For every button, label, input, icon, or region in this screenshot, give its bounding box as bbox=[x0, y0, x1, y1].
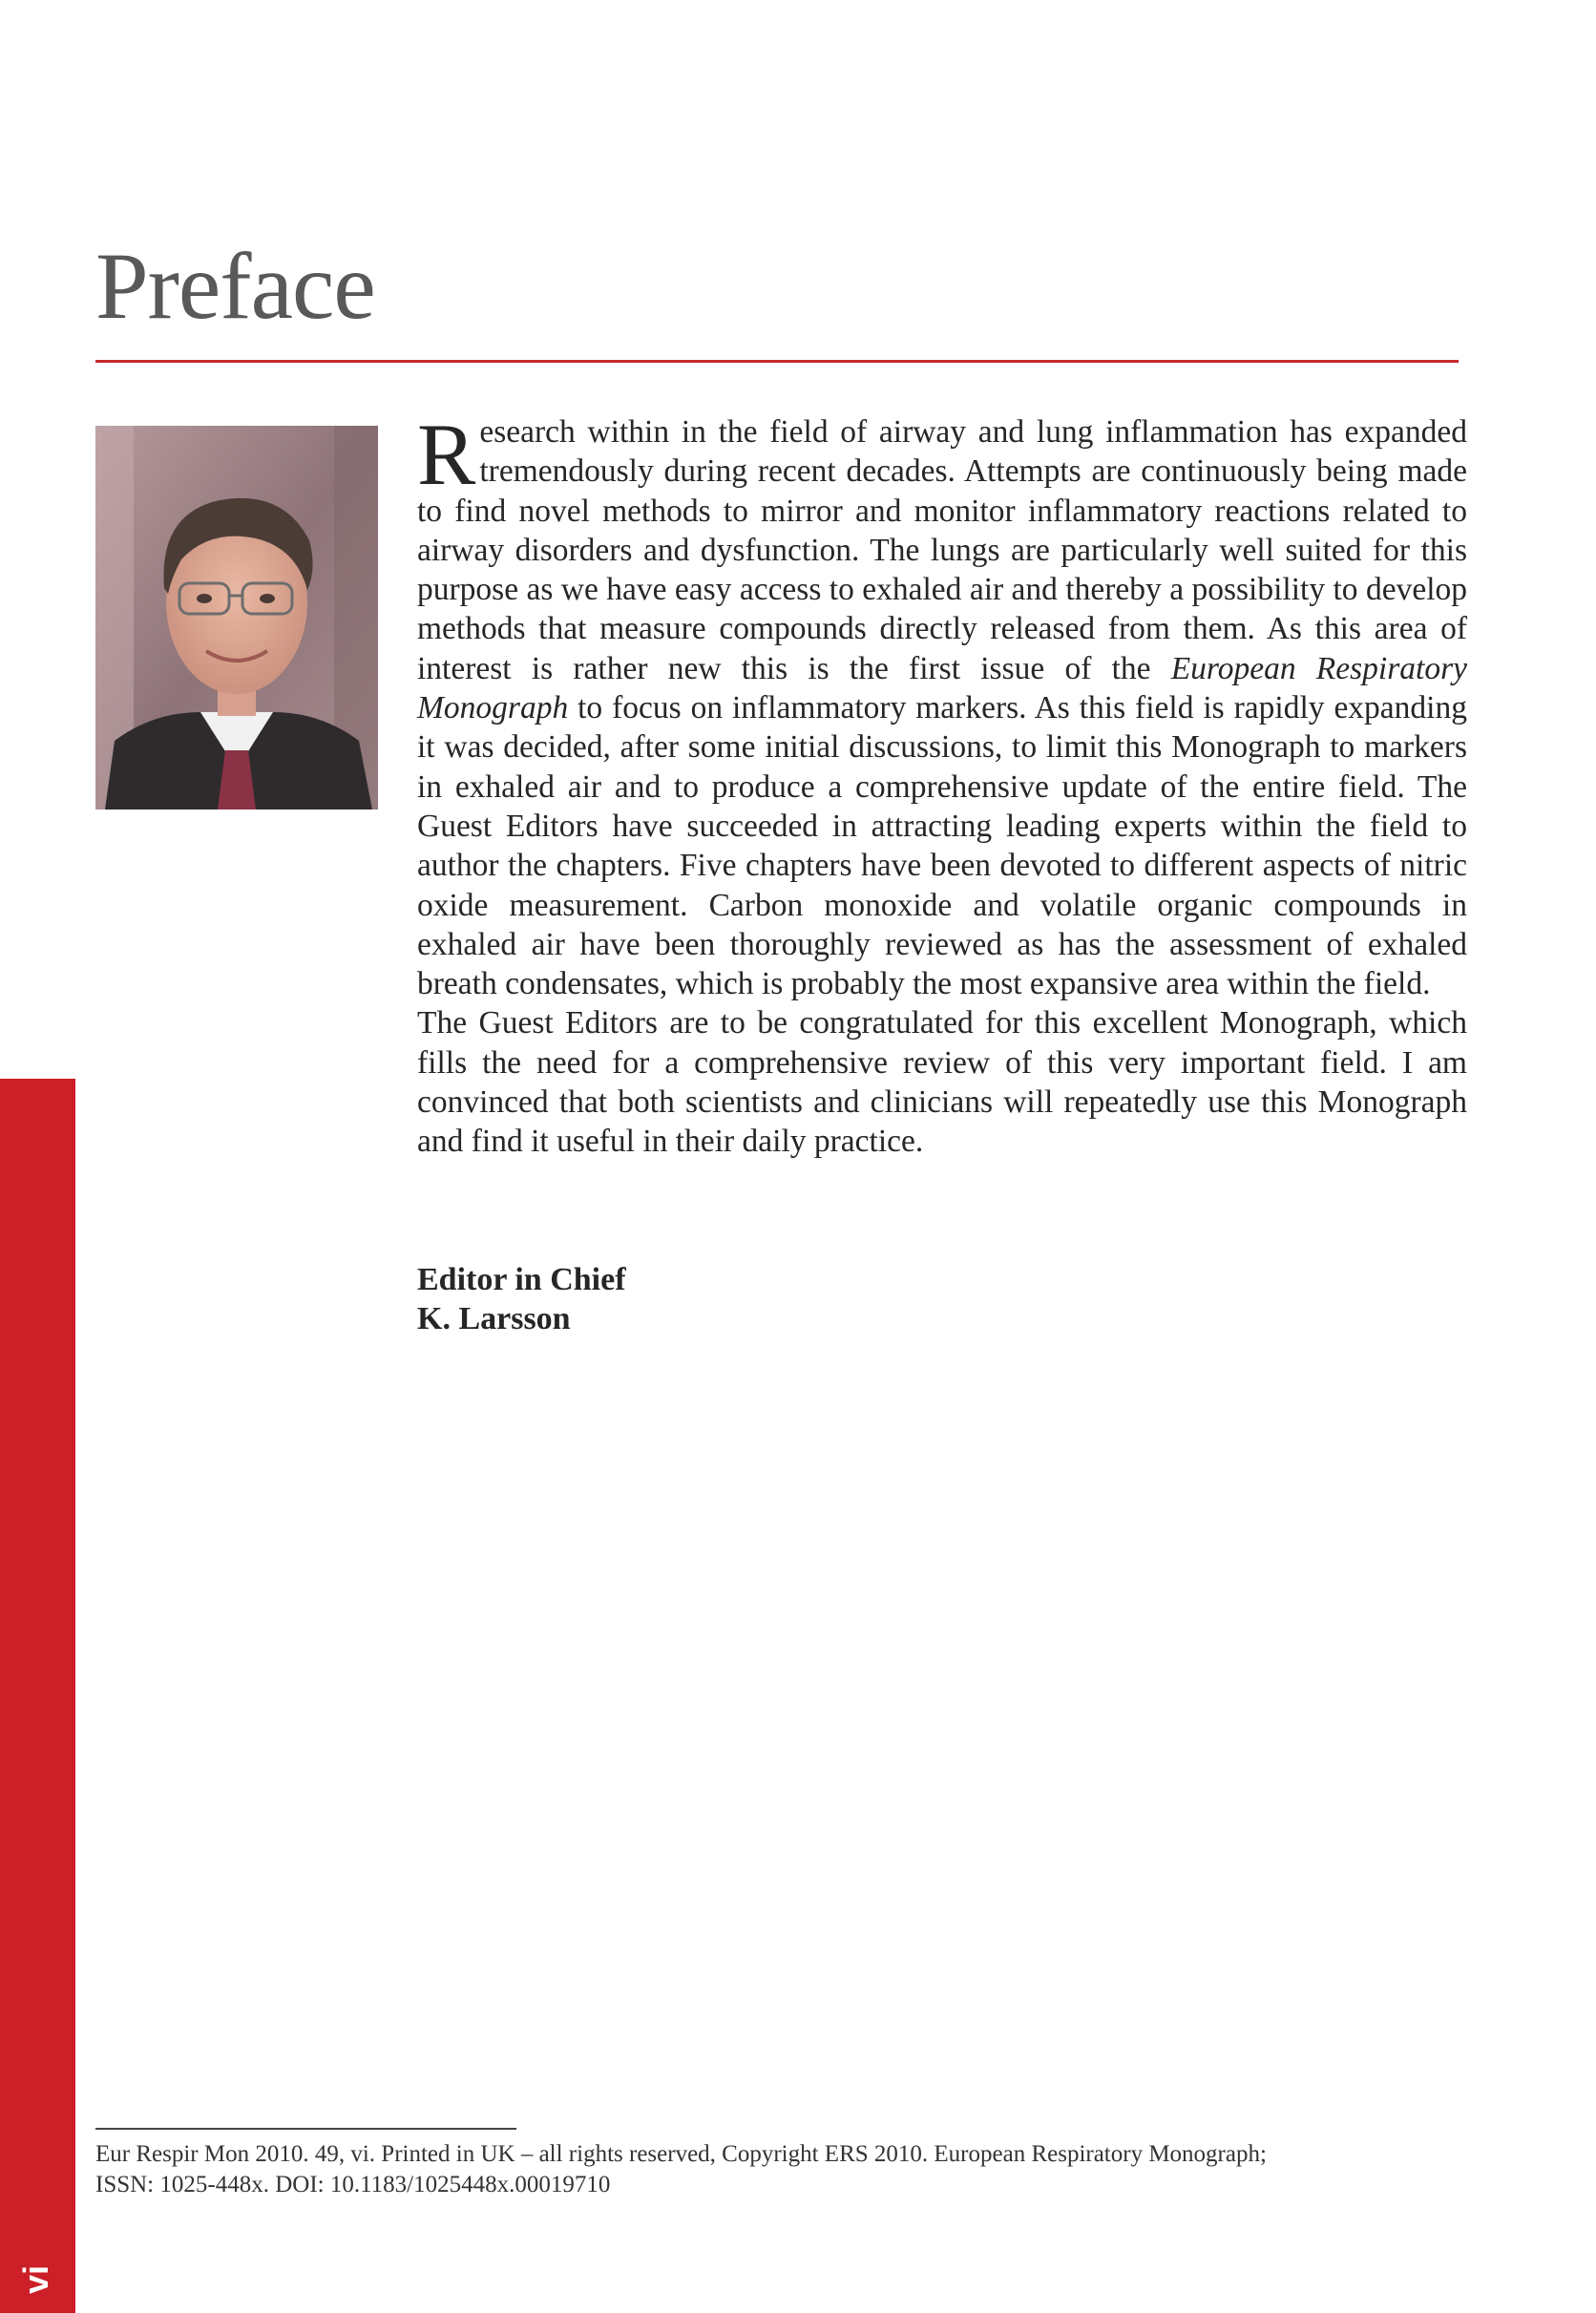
monograph-title-italic: European Respiratory Monograph bbox=[417, 650, 1467, 726]
page-title: Preface bbox=[95, 233, 375, 339]
signature-role: Editor in Chief bbox=[417, 1262, 626, 1297]
drop-cap: R bbox=[417, 406, 476, 503]
footnote-line-2: ISSN: 1025-448x. DOI: 10.1183/1025448x.00019710 bbox=[95, 2172, 611, 2197]
paragraph-2: The Guest Editors are to be congratulated for this excellent Monograph, which fills the need for a comprehensive review of this very important field. I am convinced that both scientists and clinicians will repeatedly use this Monograph and find it useful in their daily practice. bbox=[417, 1005, 1467, 1160]
paragraph-1 bbox=[417, 406, 1467, 1003]
signature-name: K. Larsson bbox=[417, 1301, 571, 1337]
paragraph-1-text: esearch within in the field of airway and lung inflammation has expanded tremendously during recent decades. Attempts are continuously being made to find novel methods to mirror and monitor inflammatory reactions related to airway disorders and dysfunction. The lungs are particularly well suited for this purpose as we have easy access to exhaled air and thereby a possibility to develop methods that measure compounds directly released from them. As this area of interest is rather new this is the first issue of the bbox=[417, 414, 1467, 686]
paragraph-1-text-cont: to focus on inflammatory markers. As this field is rapidly expanding it was decided, after some initial discussions, to limit this Monograph to markers in exhaled air and to produce a comprehensive update of the entire field. The Guest Editors have succeeded in attracting leading experts within the field to author the chapters. Five chapters have been devoted to different aspects of nitric oxide measurement. Carbon monoxide and volatile organic compounds in exhaled air have been thoroughly reviewed as has the assessment of exhaled breath condensates, which is probably the most expansive area within the field. bbox=[417, 690, 1467, 1002]
footnote-line-1: Eur Respir Mon 2010. 49, vi. Printed in UK – all rights reserved, Copyright ERS 2010. European Respiratory Monograph; bbox=[95, 2141, 1267, 2167]
footnote bbox=[95, 2139, 1470, 2200]
footnote-divider bbox=[95, 2128, 516, 2130]
page-number: vi bbox=[16, 2264, 55, 2295]
signature-block bbox=[417, 1260, 626, 1339]
title-divider bbox=[95, 360, 1459, 363]
side-color-bar bbox=[0, 1079, 75, 2313]
article-body bbox=[417, 406, 1467, 1162]
author-portrait bbox=[95, 426, 378, 810]
